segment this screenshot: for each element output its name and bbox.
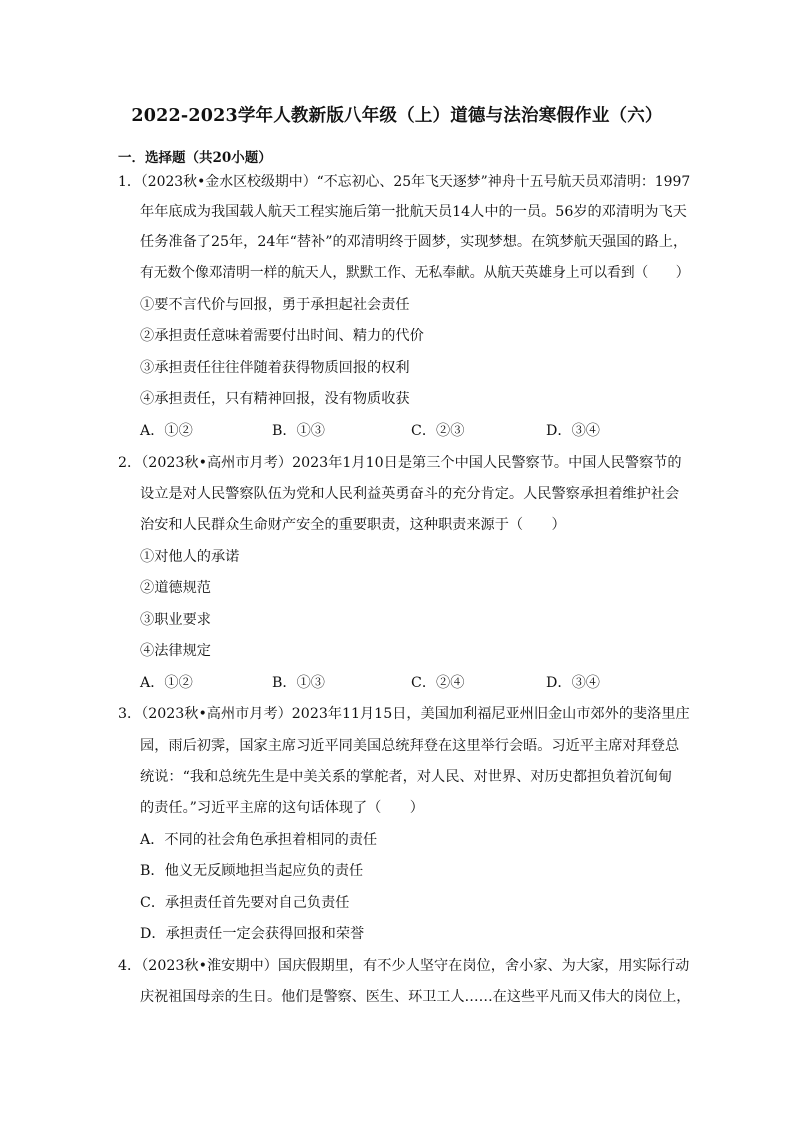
question-3-option-d: D．承担责任一定会获得回报和荣誉 xyxy=(140,926,365,942)
question-1-choice-a: A．①② xyxy=(140,423,193,439)
question-2-line-3: 治安和人民群众生命财产安全的重要职责，这种职责来源于（ ） xyxy=(140,517,566,533)
question-4-line-2: 庆祝祖国母亲的生日。他们是警察、医生、环卫工人……在这些平凡而又伟大的岗位上， xyxy=(140,989,691,1005)
section-heading: 一．选择题（共20小题） xyxy=(118,150,272,166)
question-3-line-4: 的责任。”习近平主席的这句话体现了（ ） xyxy=(140,800,424,816)
question-1-choice-b: B．①③ xyxy=(272,423,325,439)
question-1-line-2: 年年底成为我国载人航天工程实施后第一批航天员14人中的一员。56岁的邓清明为飞天 xyxy=(140,204,687,220)
question-2-statement-1: ①对他人的承诺 xyxy=(140,549,240,565)
question-3-option-b: B．他义无反顾地担当起应负的责任 xyxy=(140,863,364,879)
question-2-choice-a: A．①② xyxy=(140,675,193,691)
question-1-statement-2: ②承担责任意味着需要付出时间、精力的代价 xyxy=(140,328,424,344)
question-1-statement-3: ③承担责任往往伴随着获得物质回报的权利 xyxy=(140,360,410,376)
question-1-statement-1: ①要不言代价与回报，勇于承担起社会责任 xyxy=(140,297,410,313)
question-1-line-3: 任务准备了25年，24年“替补”的邓清明终于圆梦，实现梦想。在筑梦航天强国的路上， xyxy=(140,234,688,250)
question-3-option-a: A．不同的社会角色承担着相同的责任 xyxy=(140,832,378,848)
question-1-line-4: 有无数个像邓清明一样的航天人，默默工作、无私奉献。从航天英雄身上可以看到（ ） xyxy=(140,265,690,281)
question-2-statement-4: ④法律规定 xyxy=(140,643,211,659)
question-1-statement-4: ④承担责任，只有精神回报，没有物质收获 xyxy=(140,391,410,407)
question-2-choice-c: C．②④ xyxy=(411,675,465,691)
question-1-choice-c: C．②③ xyxy=(411,423,465,439)
question-2-choice-d: D．③④ xyxy=(546,675,600,691)
question-2-statement-2: ②道德规范 xyxy=(140,580,211,596)
question-3-option-c: C．承担责任首先要对自己负责任 xyxy=(140,895,350,911)
question-4-line-1: 4．（2023秋•淮安期中）国庆假期里，有不少人坚守在岗位，舍小家、为大家，用实际行动 xyxy=(118,958,690,974)
question-2-line-1: 2．（2023秋•高州市月考）2023年1月10日是第三个中国人民警察节。中国人民警察节的 xyxy=(118,455,682,471)
question-3-line-2: 园，雨后初霁，国家主席习近平同美国总统拜登在这里举行会晤。习近平主席对拜登总 xyxy=(140,738,680,754)
question-2-choice-b: B．①③ xyxy=(272,675,325,691)
question-3-line-3: 统说：“我和总统先生是中美关系的掌舵者，对人民、对世界、对历史都担负着沉甸甸 xyxy=(140,769,673,785)
question-2-line-2: 设立是对人民警察队伍为党和人民利益英勇奋斗的充分肯定。人民警察承担着维护社会 xyxy=(140,486,680,502)
question-1-choice-d: D．③④ xyxy=(546,423,600,439)
page-title: 2022-2023学年人教新版八年级（上）道德与法治寒假作业（六） xyxy=(131,106,663,126)
question-1-line-1: 1．（2023秋•金水区校级期中）“不忘初心、25年飞天逐梦”神舟十五号航天员邓清明：1997 xyxy=(118,174,691,190)
question-3-line-1: 3．（2023秋•高州市月考）2023年11月15日，美国加利福尼亚州旧金山市郊外的斐洛里庄 xyxy=(118,706,690,722)
question-2-statement-3: ③职业要求 xyxy=(140,612,211,628)
